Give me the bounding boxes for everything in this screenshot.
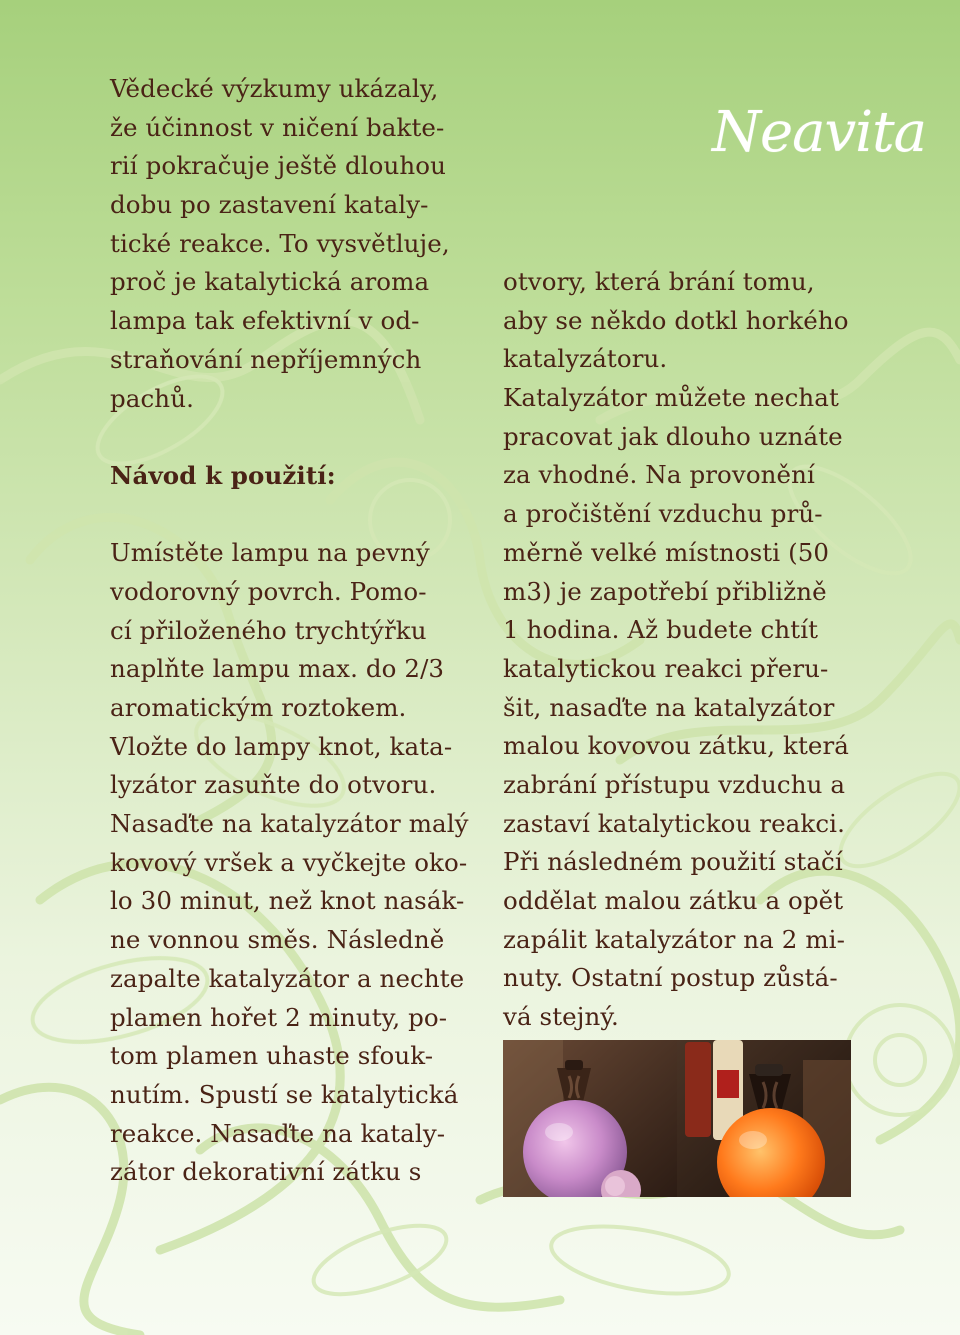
text-line: zátor dekorativní zátku s bbox=[110, 1157, 422, 1187]
section-heading: Návod k použití: bbox=[110, 460, 336, 490]
right-column bbox=[503, 263, 853, 1037]
text-line: malou kovovou zátku, která bbox=[503, 731, 850, 761]
spacer bbox=[110, 496, 470, 535]
brand-logo: Neavita bbox=[712, 100, 926, 165]
spacer bbox=[110, 418, 470, 457]
text-line: 1 hodina. Až budete chtít bbox=[503, 615, 819, 645]
text-line: lo 30 minut, než knot nasák- bbox=[110, 886, 465, 916]
text-line: měrně velké místnosti (50 bbox=[503, 537, 830, 567]
text-line: a pročištění vzduchu prů- bbox=[503, 499, 823, 529]
text-line: vá stejný. bbox=[503, 1002, 619, 1032]
text-line: zapalte katalyzátor a nechte bbox=[110, 963, 465, 993]
text-line: lyzátor zasuňte do otvoru. bbox=[110, 770, 437, 800]
text-line: Umístěte lampu na pevný bbox=[110, 538, 430, 568]
text-line: pracovat jak dlouho uznáte bbox=[503, 421, 843, 451]
text-line: oddělat malou zátku a opět bbox=[503, 886, 844, 915]
text-line: otvory, která brání tomu, bbox=[503, 267, 815, 296]
lamp-photo bbox=[503, 1040, 851, 1197]
text-line: Při následném použití stačí bbox=[503, 847, 843, 877]
left-column bbox=[110, 70, 470, 1192]
text-line: tické reakce. To vysvětluje, bbox=[110, 228, 450, 258]
text-line: Vědecké výzkumy ukázaly, bbox=[110, 74, 439, 103]
text-line: cí přiloženého trychtýřku bbox=[110, 615, 427, 645]
text-line: Nasaďte na katalyzátor malý bbox=[110, 809, 469, 839]
text-line: zastaví katalytickou reakci. bbox=[503, 808, 845, 838]
text-line: rií pokračuje ještě dlouhou bbox=[110, 151, 447, 181]
text-line: tom plamen uhaste sfouk- bbox=[110, 1041, 434, 1071]
text-line: katalyzátoru. bbox=[503, 344, 668, 374]
text-line: zapálit katalyzátor na 2 mi- bbox=[503, 924, 845, 954]
text-line: nutím. Spustí se katalytická bbox=[110, 1079, 459, 1109]
intro-paragraph bbox=[110, 70, 470, 418]
text-line: nuty. Ostatní postup zůstá- bbox=[503, 963, 838, 993]
text-line: dobu po zastavení kataly- bbox=[110, 190, 429, 220]
text-line: zabrání přístupu vzduchu a bbox=[503, 769, 846, 799]
text-line: za vhodné. Na provonění bbox=[503, 460, 815, 490]
text-line: Katalyzátor můžete nechat bbox=[503, 383, 839, 413]
text-line: aby se někdo dotkl horkého bbox=[503, 305, 849, 335]
text-line: katalytickou reakci přeru- bbox=[503, 653, 829, 683]
text-line: pachů. bbox=[110, 383, 194, 413]
text-line: ne vonnou směs. Následně bbox=[110, 925, 445, 955]
text-line: naplňte lampu max. do 2/3 bbox=[110, 654, 445, 684]
text-line: plamen hořet 2 minuty, po- bbox=[110, 1002, 448, 1032]
text-line: kovový vršek a vyčkejte oko- bbox=[110, 847, 468, 877]
text-line: aromatickým roztokem. bbox=[110, 693, 407, 722]
text-line: vodorovný povrch. Pomo- bbox=[110, 576, 427, 606]
text-line: proč je katalytická aroma bbox=[110, 267, 430, 297]
text-line: m3) je zapotřebí přibližně bbox=[503, 576, 827, 606]
text-line: že účinnost v ničení bakte- bbox=[110, 112, 445, 142]
text-line: šit, nasaďte na katalyzátor bbox=[503, 692, 835, 722]
instructions-paragraph bbox=[110, 534, 470, 1192]
text-line: reakce. Nasaďte na kataly- bbox=[110, 1118, 446, 1148]
text-line: straňování nepříjemných bbox=[110, 344, 422, 374]
text-line: Vložte do lampy knot, kata- bbox=[110, 731, 453, 761]
text-line: lampa tak efektivní v od- bbox=[110, 306, 420, 336]
